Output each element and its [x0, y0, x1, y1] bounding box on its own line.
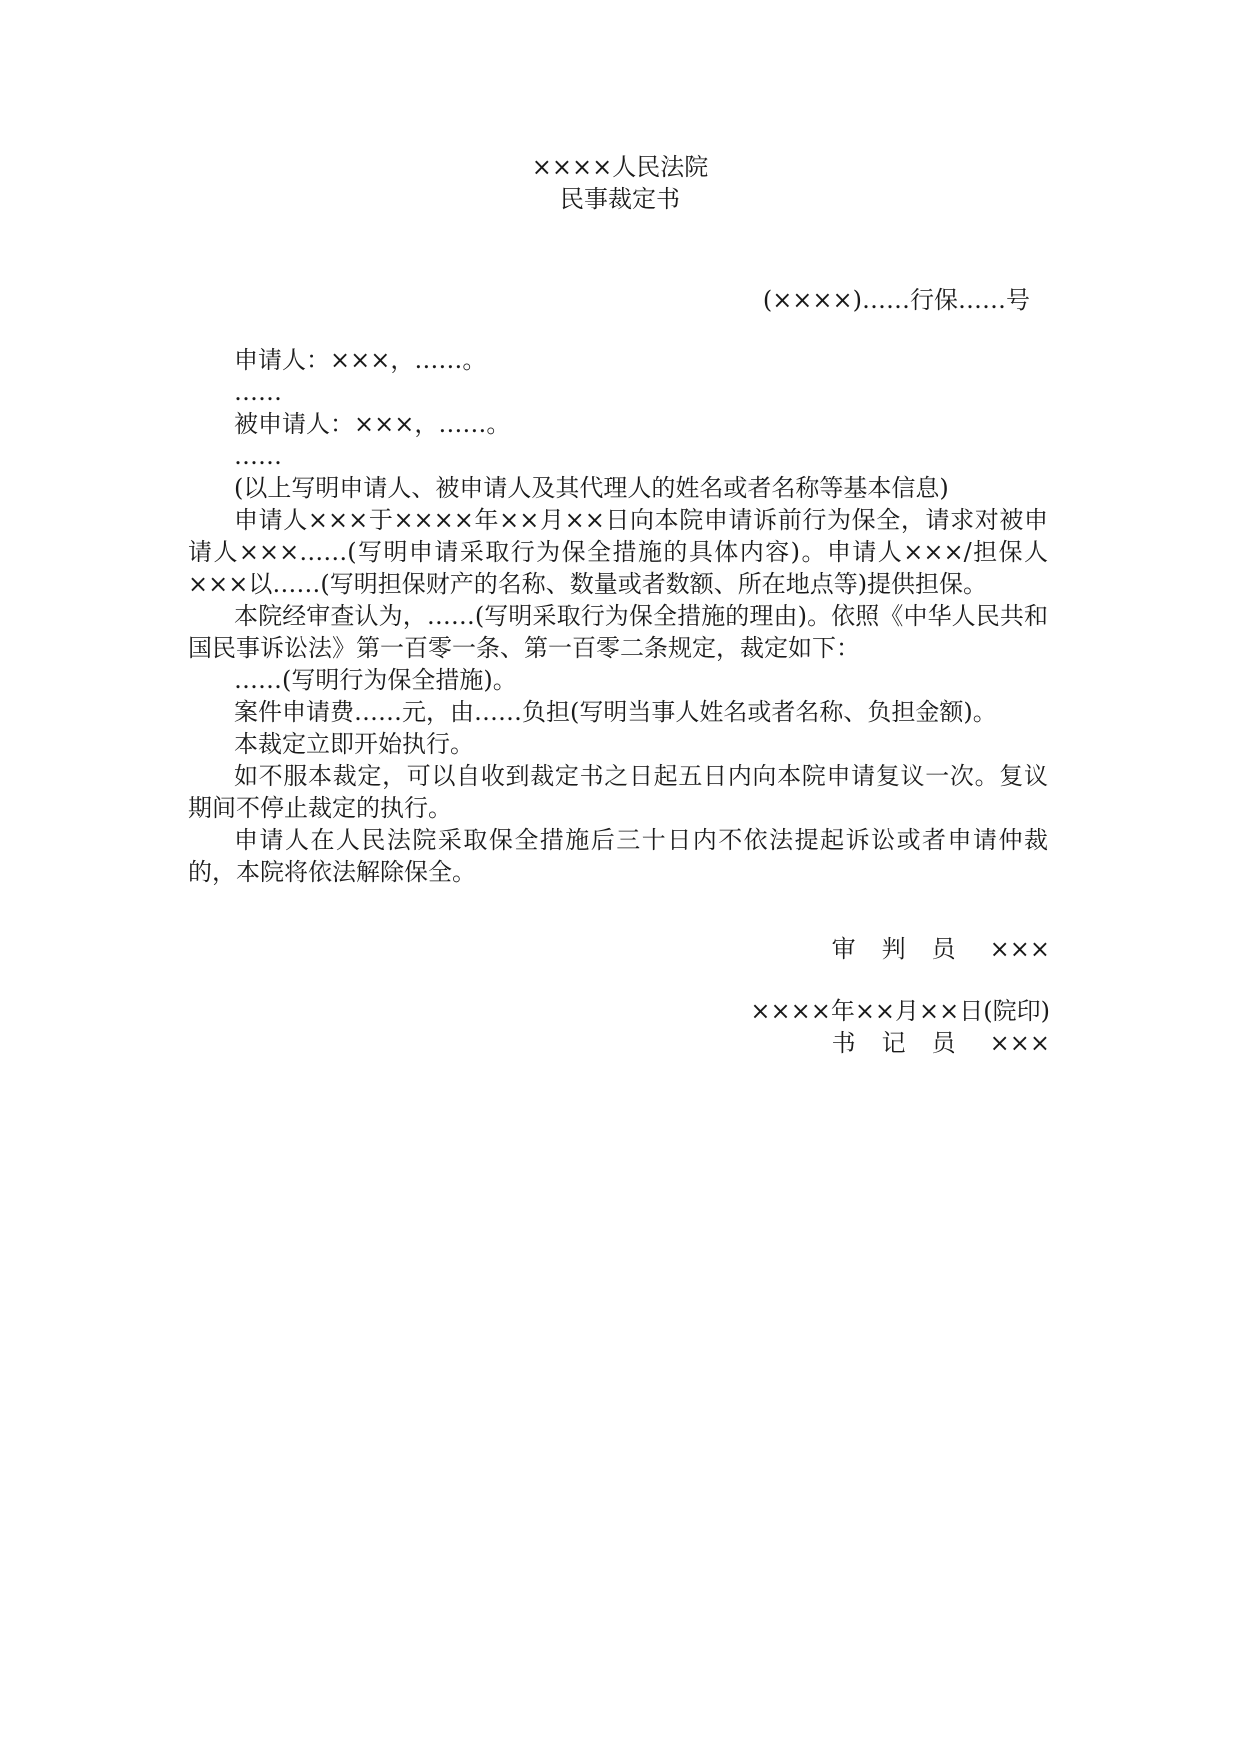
paragraph-court-review: 本院经审查认为，……(写明采取行为保全措施的理由)。依照《中华人民共和国民事诉讼法》第一百零一条、第一百零二条规定，裁定如下： — [188, 602, 1048, 662]
document-body — [188, 344, 1048, 888]
case-number: (××××)……行保……号 — [762, 286, 1030, 314]
paragraph-fee: 案件申请费……元，由……负担(写明当事人姓名或者名称、负担金额)。 — [234, 698, 997, 726]
paragraph-respondent-ellipsis: …… — [234, 442, 282, 470]
judge-name: ××× — [989, 935, 1050, 963]
clerk-signature — [832, 1027, 1050, 1059]
paragraph-party-note: (以上写明申请人、被申请人及其代理人的姓名或者名称等基本信息) — [234, 474, 949, 502]
paragraph-execution: 本裁定立即开始执行。 — [234, 730, 474, 758]
clerk-name: ××× — [989, 1029, 1050, 1057]
paragraph-application: 申请人×××于××××年××月××日向本院申请诉前行为保全，请求对被申请人×××……(写明申请采取行为保全措施的具体内容)。申请人×××/担保人×××以……(写明担保财产的名称、数量或者数额、所在地点等)提供担保。 — [188, 506, 1048, 598]
paragraph-respondent: 被申请人：×××，……。 — [234, 410, 511, 438]
document-title: 民事裁定书 — [560, 185, 680, 213]
judge-signature — [832, 933, 1050, 965]
paragraph-measures: ……(写明行为保全措施)。 — [234, 666, 517, 694]
court-name: ××××人民法院 — [531, 153, 709, 181]
issue-date: ××××年××月××日(院印) — [750, 997, 1050, 1025]
paragraph-applicant: 申请人：×××，……。 — [234, 346, 487, 374]
paragraph-reconsideration: 如不服本裁定，可以自收到裁定书之日起五日内向本院申请复议一次。复议期间不停止裁定的执行。 — [188, 762, 1048, 822]
judge-role: 审判员 — [831, 935, 982, 963]
paragraph-applicant-ellipsis: …… — [234, 378, 282, 406]
paragraph-release: 申请人在人民法院采取保全措施后三十日内不依法提起诉讼或者申请仲裁的，本院将依法解除保全。 — [188, 826, 1048, 886]
clerk-role: 书记员 — [831, 1029, 982, 1057]
